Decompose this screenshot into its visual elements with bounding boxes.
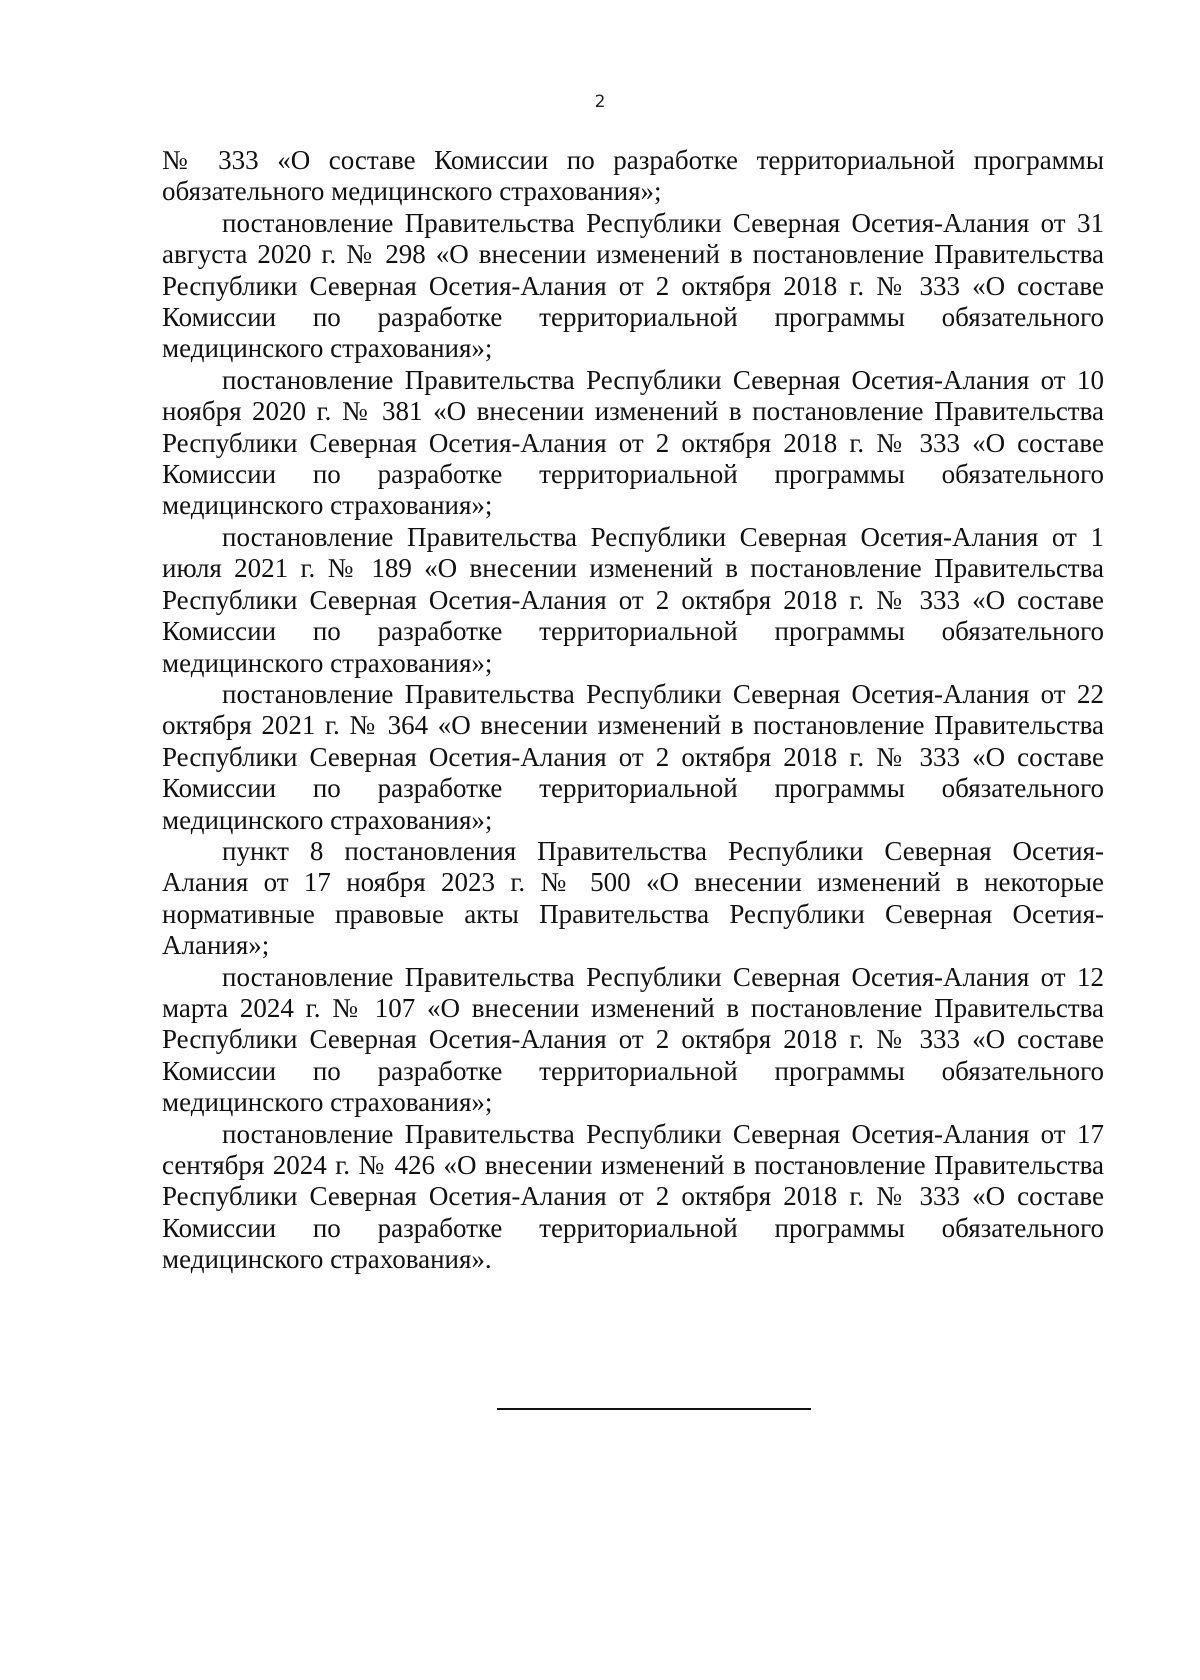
- closing-divider-line: [497, 1408, 811, 1410]
- paragraph-6: пункт 8 постановления Правительства Республики Северная Осетия-Алания от 17 ноября 2023 г. № 500 «О внесении изменений в некоторые нормативные правовые акты Правительства Республики Северная Осетия-Алания»;: [162, 835, 1104, 961]
- paragraph-1: № 333 «О составе Комиссии по разработке территориальной программы обязательного медицинского страхования»;: [162, 145, 1104, 207]
- paragraph-4: постановление Правительства Республики Северная Осетия-Алания от 1 июля 2021 г. № 189 «О внесении изменений в постановление Правительства Республики Северная Осетия-Алания от 2 октября 2018 г. № 333 «О составе Комиссии по разработке территориальной программы обязательного медицинского страхования»;: [162, 521, 1104, 678]
- paragraph-7: постановление Правительства Республики Северная Осетия-Алания от 12 марта 2024 г. № 107 «О внесении изменений в постановление Правительства Республики Северная Осетия-Алания от 2 октября 2018 г. № 333 «О составе Комиссии по разработке территориальной программы обязательного медицинского страхования»;: [162, 961, 1104, 1118]
- paragraph-8: постановление Правительства Республики Северная Осетия-Алания от 17 сентября 2024 г. № 426 «О внесении изменений в постановление Правительства Республики Северная Осетия-Алания от 2 октября 2018 г. № 333 «О составе Комиссии по разработке территориальной программы обязательного медицинского страхования».: [162, 1118, 1104, 1275]
- page-number: 2: [594, 92, 606, 112]
- document-body: [162, 145, 1104, 1276]
- paragraph-2: постановление Правительства Республики Северная Осетия-Алания от 31 августа 2020 г. № 298 «О внесении изменений в постановление Правительства Республики Северная Осетия-Алания от 2 октября 2018 г. № 333 «О составе Комиссии по разработке территориальной программы обязательного медицинского страхования»;: [162, 207, 1104, 364]
- paragraph-5: постановление Правительства Республики Северная Осетия-Алания от 22 октября 2021 г. № 364 «О внесении изменений в постановление Правительства Республики Северная Осетия-Алания от 2 октября 2018 г. № 333 «О составе Комиссии по разработке территориальной программы обязательного медицинского страхования»;: [162, 678, 1104, 835]
- paragraph-3: постановление Правительства Республики Северная Осетия-Алания от 10 ноября 2020 г. № 381 «О внесении изменений в постановление Правительства Республики Северная Осетия-Алания от 2 октября 2018 г. № 333 «О составе Комиссии по разработке территориальной программы обязательного медицинского страхования»;: [162, 364, 1104, 521]
